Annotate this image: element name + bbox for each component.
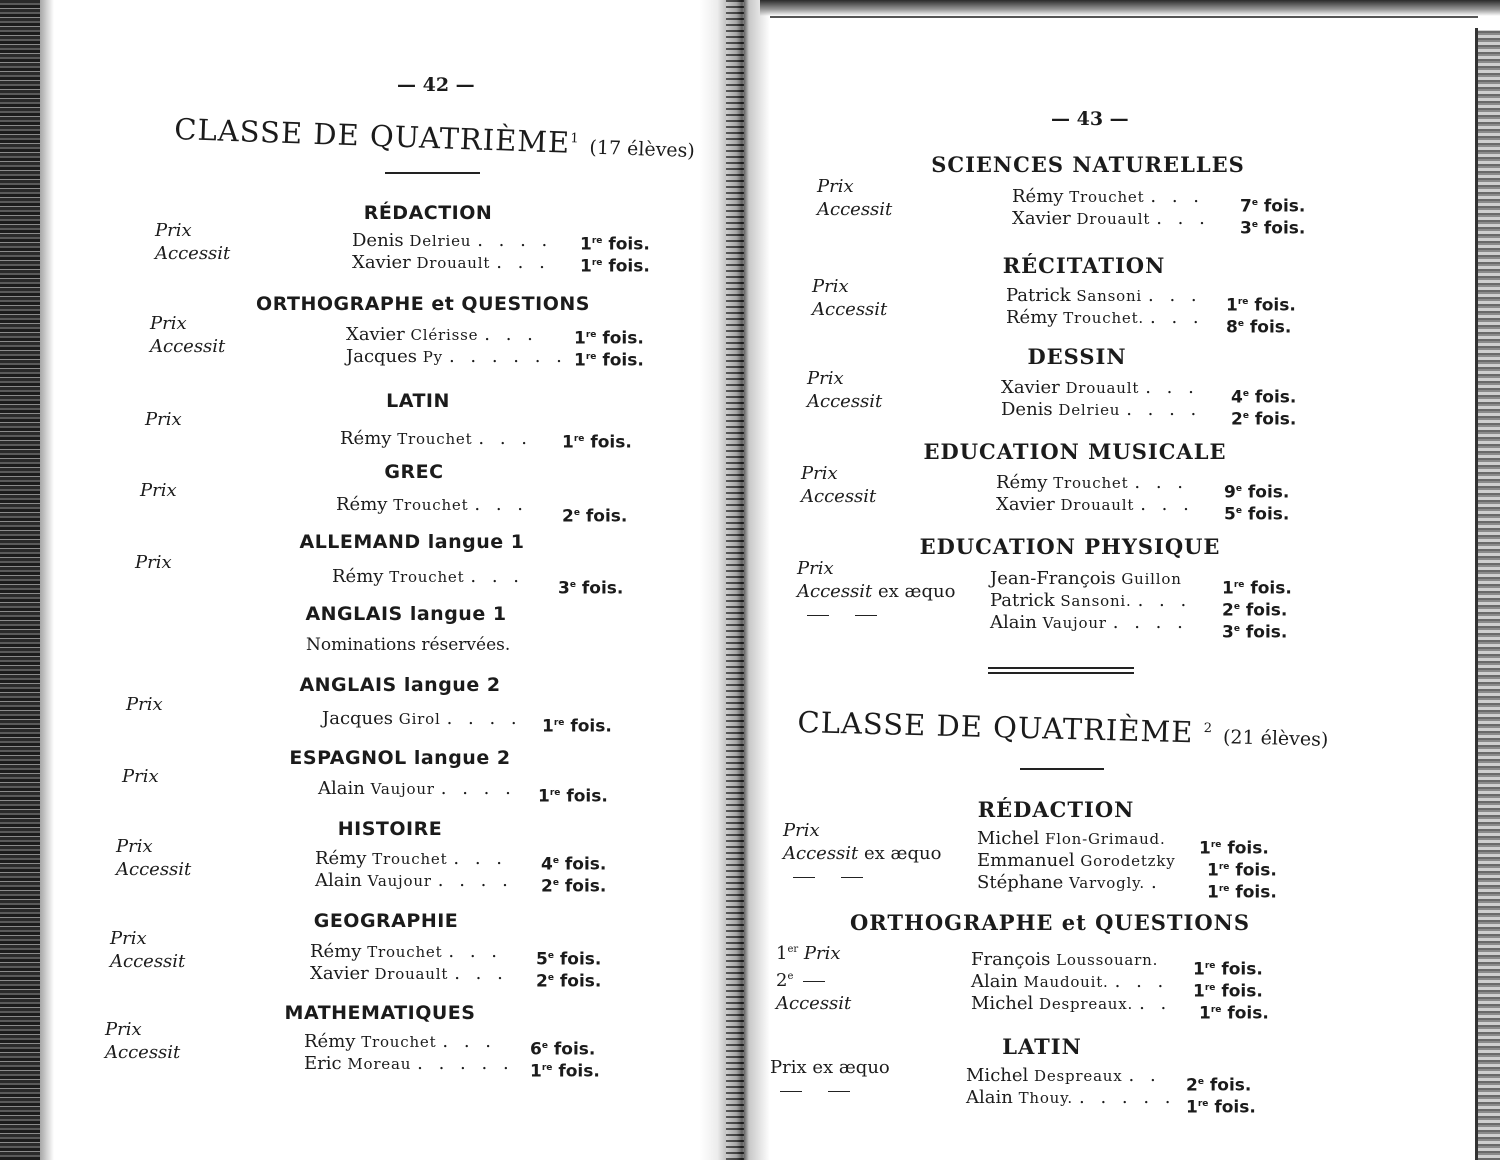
prize-entry: Rémy Trouchet . . . 3e fois. [332,566,624,599]
prize-entry: Xavier Drouault . . . 1re fois. [352,252,650,277]
award-labels: Prix Accessit [812,276,888,320]
subject-heading: SCIENCES NATURELLES [931,152,1245,177]
award-labels: Prix [140,480,177,501]
award-labels: Prix [122,766,159,787]
page-43 [770,0,1475,1160]
note-text: Nominations réservées. [306,635,511,655]
prize-list [971,949,1301,1024]
prize-list [332,566,632,599]
subject-heading: LATIN [386,390,450,412]
prize-list [1006,285,1306,338]
subject-heading: ANGLAIS langue 2 [299,674,501,696]
subject-heading: ALLEMAND langue 1 [299,531,525,553]
prize-entry: Alain Vaujour . . . . 2e fois. [315,870,607,897]
subject-heading: ORTHOGRAPHE et QUESTIONS [849,910,1251,935]
subject-heading: EDUCATION MUSICALE [923,439,1227,464]
prize-entry: Stéphane Varvogly. . 1re fois. [977,872,1277,903]
prize-entry: Jacques Girol . . . . 1re fois. [322,708,612,737]
prize-entry: Xavier Drouault . . . 5e fois. [996,494,1290,525]
prize-entry: Alain Thouy. . . . . . 1re fois. [966,1087,1256,1118]
award-labels: Prix Accessit ex æquo [783,819,941,888]
subject-heading: ORTHOGRAPHE et QUESTIONS [256,293,590,315]
award-labels: Prix [145,409,182,430]
ditto-dash [793,877,815,878]
subject-heading: ESPAGNOL langue 2 [289,747,511,769]
prize-entry: Rémy Trouchet . . . 6e fois. [304,1031,596,1060]
subject-heading: MATHEMATIQUES [284,1002,476,1024]
section-separator [988,667,1134,674]
prize-entry: Rémy Trouchet . . . 7e fois. [1012,186,1306,217]
title-rule [1020,768,1104,770]
prize-list [336,494,636,527]
prize-entry: Rémy Trouchet. . . . 8e fois. [1006,307,1292,338]
title-rule [385,172,480,174]
prize-list [996,472,1296,525]
page-number: — 43 — [1051,108,1129,130]
prize-list [352,230,652,277]
prize-entry: Michel Despreaux. . . 1re fois. [971,993,1269,1024]
page-number: — 42 — [397,74,475,96]
class-title: CLASSE DE QUATRIÈME$^1$ (17 élèves) [173,112,696,163]
prize-list [966,1065,1286,1118]
prize-entry: Alain Maudouit. . . . 1re fois. [971,971,1263,1002]
subject-heading: GREC [384,461,444,483]
award-labels: Prix Accessit [817,176,893,220]
ditto-dash [803,981,825,982]
prize-entry: Emmanuel Gorodetzky 1re fois. [977,850,1277,881]
prize-entry: Alain Vaujour . . . . 1re fois. [318,778,608,807]
prize-entry: Rémy Trouchet . . . 2e fois. [336,494,628,527]
award-labels: Prix Accessit ex æquo [797,557,955,626]
award-labels: Prix Accessit [150,313,226,357]
prize-list [315,848,615,897]
subject-heading: HISTOIRE [337,818,443,840]
prize-entry: Xavier Drouault . . . 4e fois. [1001,377,1297,408]
award-labels: Prix Accessit [807,368,883,412]
award-labels: 1er Prix 2e Accessit [776,943,852,1014]
prize-entry: Patrick Sansoni . . . 1re fois. [1006,285,1296,316]
scan-left-edge [0,0,40,1160]
prize-entry: Jean-François Guillon 1re fois. [990,568,1292,599]
prize-entry: Xavier Drouault . . . 2e fois. [310,963,602,992]
subject-heading: LATIN [1002,1034,1082,1059]
prize-list [318,778,618,807]
prize-entry: Xavier Clérisse . . . 1re fois. [346,324,644,349]
award-labels: Prix Accessit [155,220,231,264]
ditto-dash [807,615,829,616]
award-labels: Prix ex æquo [770,1056,890,1102]
prize-entry: Rémy Trouchet . . . 4e fois. [315,848,607,875]
award-labels: Prix [126,694,163,715]
subject-heading: RÉDACTION [977,797,1135,822]
award-labels: Prix Accessit [801,463,877,507]
award-labels: Prix Accessit [105,1019,181,1063]
prize-entry: Michel Despreaux . . 2e fois. [966,1065,1252,1096]
prize-entry: Denis Delrieu . . . . 1re fois. [352,230,650,255]
subject-heading: EDUCATION PHYSIQUE [919,534,1221,559]
award-labels: Prix Accessit [116,836,192,880]
subject-heading: GEOGRAPHIE [313,910,459,932]
prize-entry: Jacques Py . . . . . . 1re fois. [346,346,644,371]
prize-list [346,324,646,371]
prize-entry: Eric Moreau . . . . . 1re fois. [304,1053,600,1082]
subject-heading: RÉCITATION [1002,253,1166,278]
prize-entry: Xavier Drouault . . . 3e fois. [1012,208,1306,239]
ditto-dash [828,1091,850,1092]
ditto-dash [855,615,877,616]
prize-entry: Michel Flon-Grimaud. 1re fois. [977,828,1269,859]
book-gutter [700,0,770,1160]
class-title: CLASSE DE QUATRIÈME $^2$ (21 élèves) [797,705,1329,751]
prize-entry: Patrick Sansoni. . . . 2e fois. [990,590,1288,621]
prize-list [310,941,610,992]
award-labels: Prix [135,552,172,573]
prize-entry: Rémy Trouchet . . . 9e fois. [996,472,1290,503]
prize-entry: Rémy Trouchet . . . 1re fois. [340,428,632,453]
prize-entry: Denis Delrieu . . . . 2e fois. [1001,399,1297,430]
subject-heading: RÉDACTION [363,202,493,224]
prize-list [322,708,622,737]
prize-list [977,828,1297,903]
subject-heading: DESSIN [1027,344,1127,369]
award-labels: Prix Accessit [110,928,186,972]
ditto-dash [841,877,863,878]
prize-list [1012,186,1312,239]
prize-entry: Alain Vaujour . . . . 3e fois. [990,612,1288,643]
prize-list [1001,377,1301,430]
page-42 [40,0,700,1160]
prize-list [990,568,1310,643]
ditto-dash [780,1091,802,1092]
prize-list [340,428,640,453]
prize-entry: Rémy Trouchet . . . 5e fois. [310,941,602,970]
subject-heading: ANGLAIS langue 1 [305,603,507,625]
prize-list [304,1031,604,1082]
prize-entry: François Loussouarn. 1re fois. [971,949,1263,980]
scan-right-edge [1478,30,1500,1160]
